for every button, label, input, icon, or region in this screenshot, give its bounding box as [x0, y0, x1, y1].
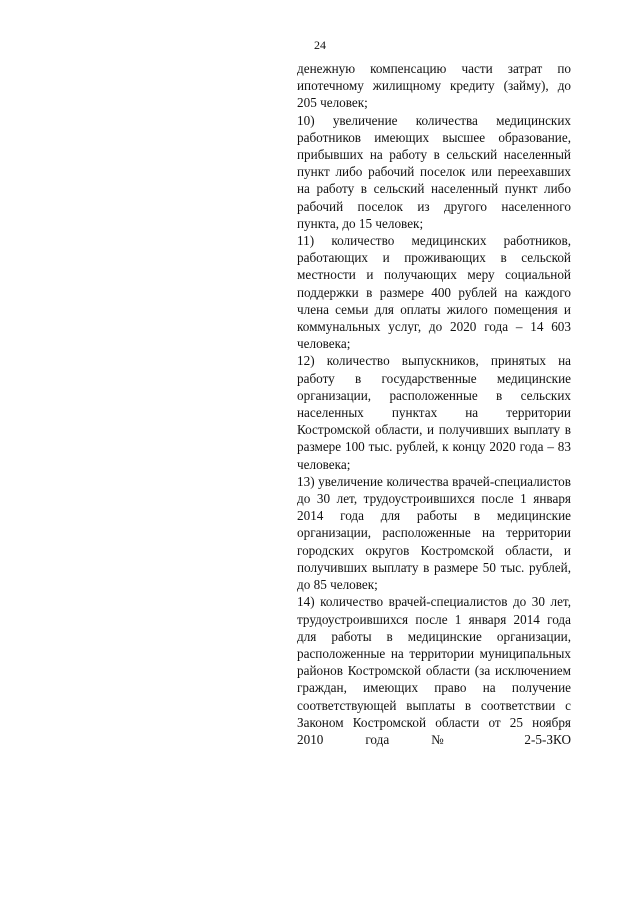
paragraph-item-13: 13) увеличение количества врачей-специалистов до 30 лет, трудоустроившихся после 1 января 2014 года для работы в медицинские организации, расположенные на территории городских округов Костромской области, и получивших выплату в размере 50 тыс. рублей, до 85 человек; — [297, 473, 571, 593]
paragraph-continuation: денежную компенсацию части затрат по ипотечному жилищному кредиту (займу), до 205 человек; — [297, 61, 571, 111]
paragraph-item-10: 10) увеличение количества медицинских работников имеющих высшее образование, прибывших на работу в сельский населенный пункт либо рабочий поселок или переехавших на работу в сельский населенный пункт либо рабочий поселок из другого населенного пункта, до 15 человек; — [297, 112, 571, 231]
paragraph-item-14: 14) количество врачей-специалистов до 30 лет, трудоустроившихся после 1 января 2014 года для работы в медицинские организации, расположенные на территории муниципальных районов Костромской области (за исключением граждан, имеющих право на получение соответствующей выплаты в соответствии с Законом Костромской области от 25 ноября 2010 года № 2-5-ЗКО — [297, 594, 571, 747]
paragraph-item-12: 12) количество выпускников, принятых на работу в государственные медицинские организации, расположенные в сельских населенных пунктах на территории Костромской области, и получивших выплату в размере 100 тыс. рублей, к концу 2020 года – 83 человека; — [297, 353, 571, 472]
page-number: 24 — [314, 38, 326, 52]
paragraph-item-11: 11) количество медицинских работников, работающих и проживающих в сельской местности и получающих меру социальной поддержки в размере 400 рублей на каждого члена семьи для оплаты жилого помещения и коммунальных услуг, до 2020 года – 14 603 человека; — [297, 233, 571, 352]
text-column — [297, 60, 571, 748]
